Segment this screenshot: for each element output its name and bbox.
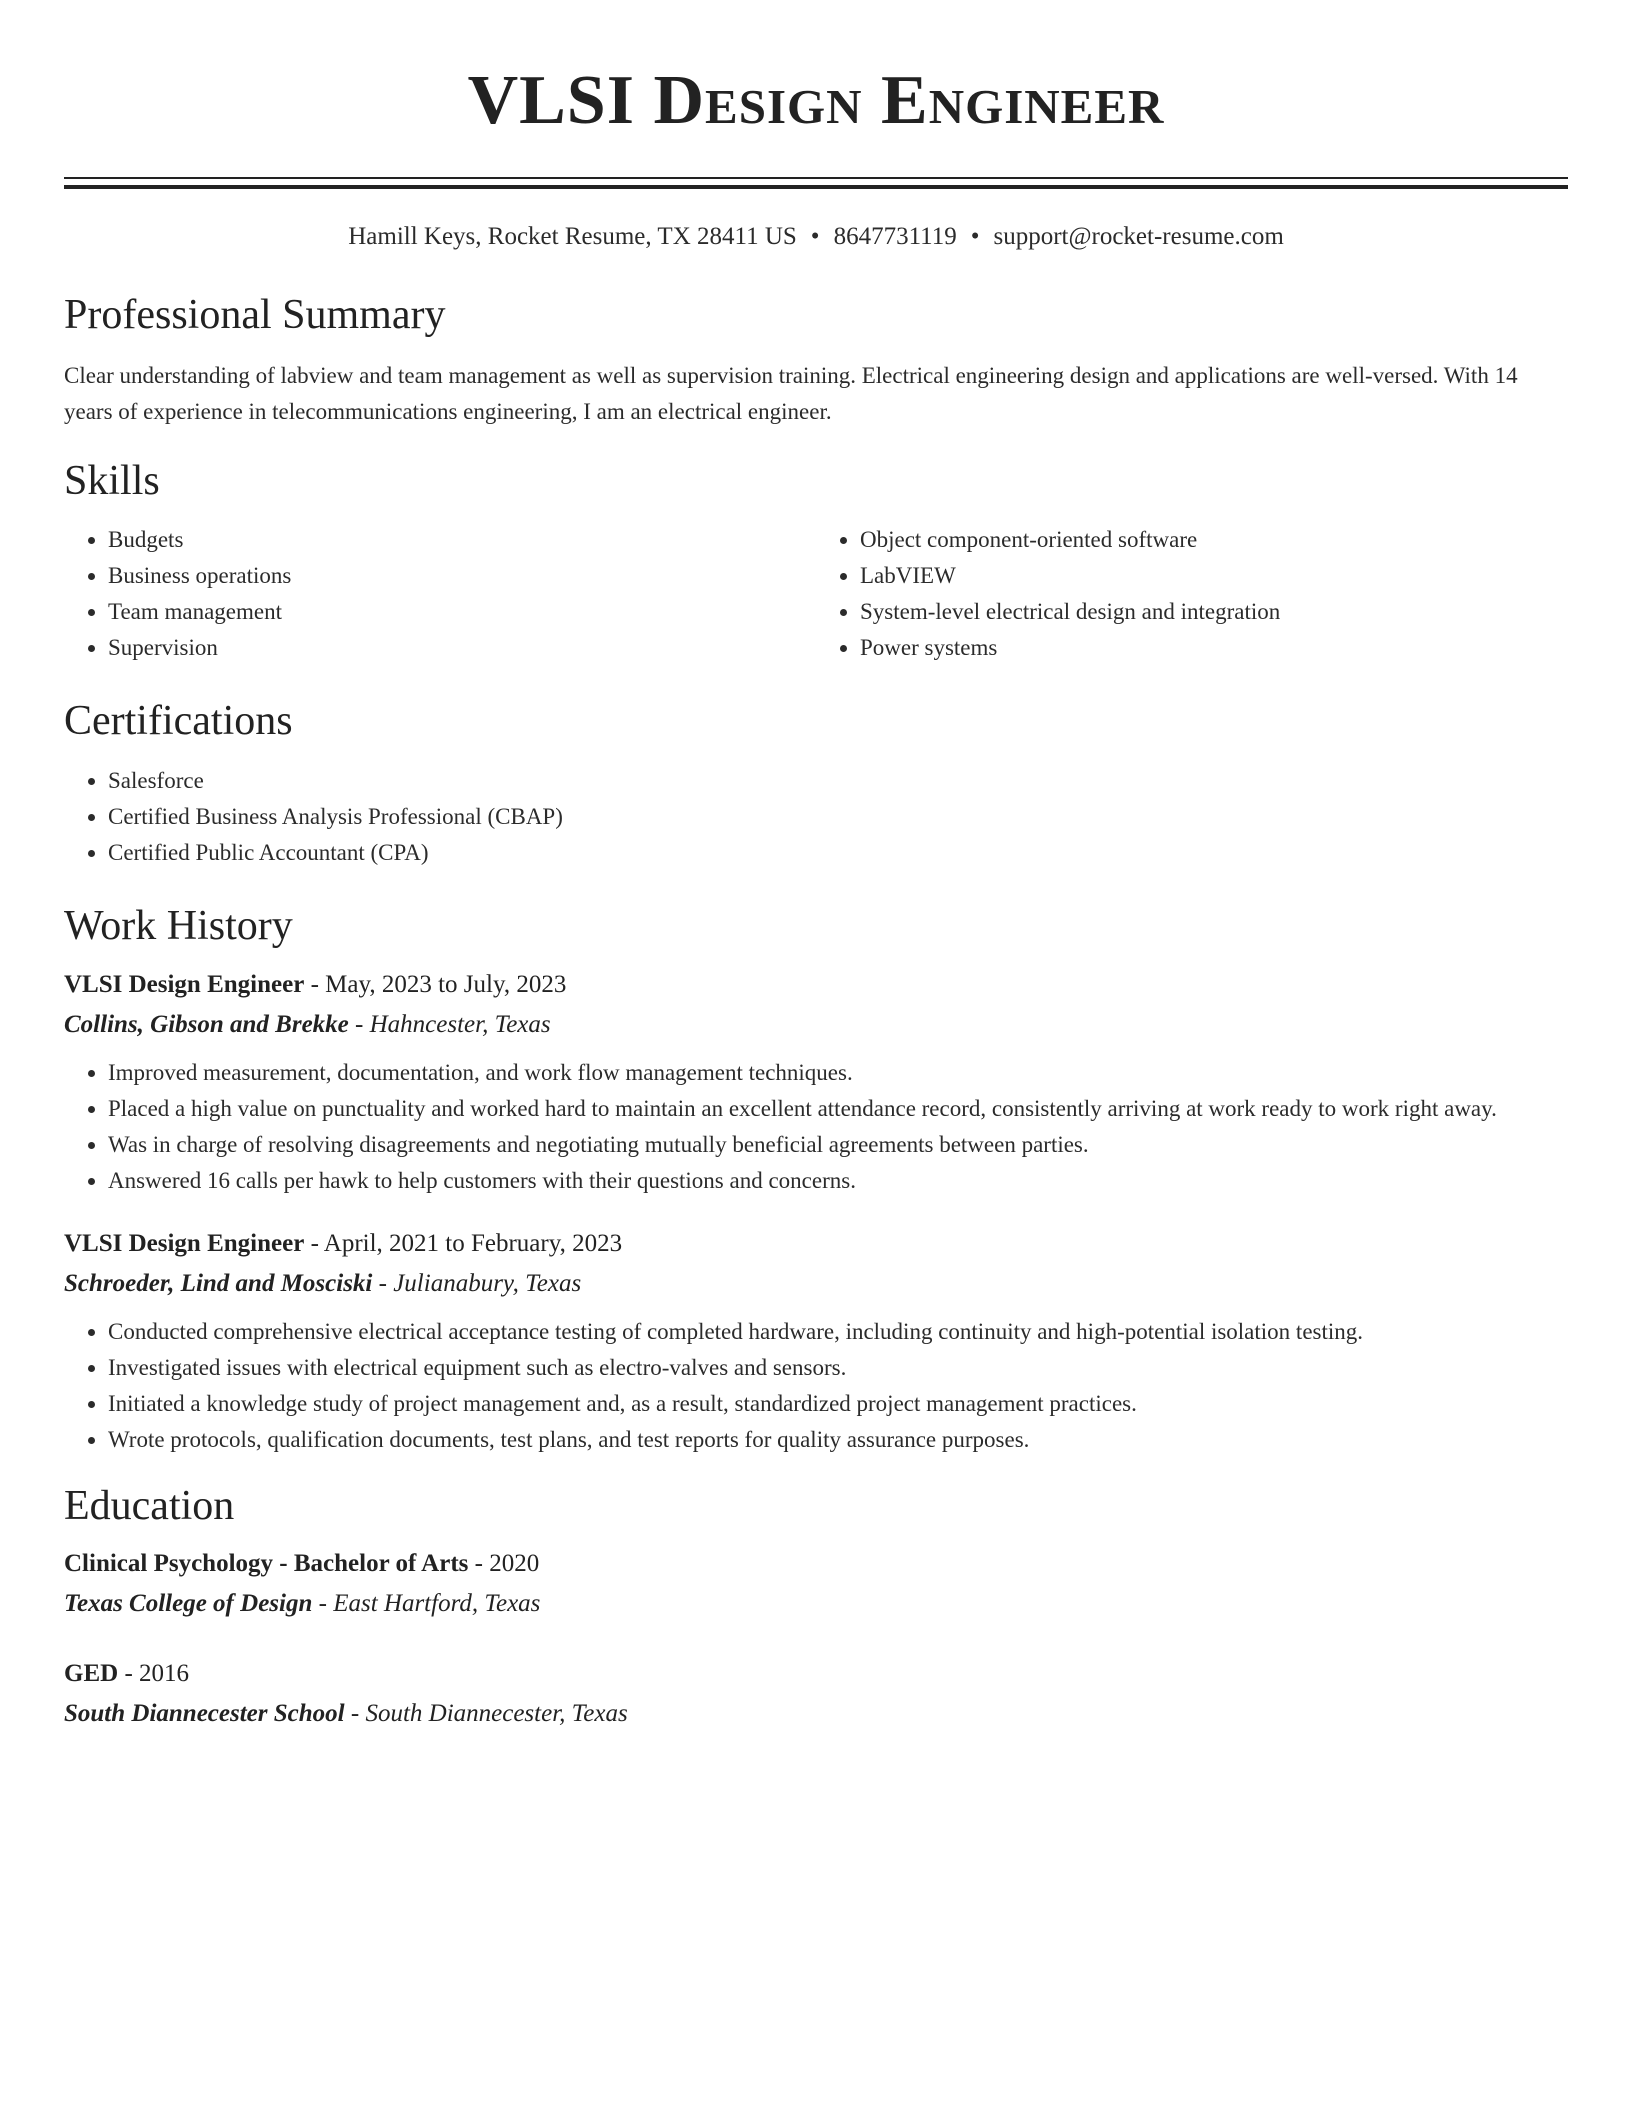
skills-column-right (816, 522, 1568, 666)
skill-item: • Team management (108, 594, 816, 630)
dash-separator: - (304, 1230, 324, 1257)
job-title-line (64, 965, 1568, 1005)
job-dates: May, 2023 to July, 2023 (325, 971, 567, 998)
company-name: Schroeder, Lind and Mosciski (64, 1270, 373, 1297)
skill-item: • Supervision (108, 630, 816, 666)
certification-item: • Certified Business Analysis Professional (CBAP) (108, 799, 1568, 835)
job-title: VLSI Design Engineer (64, 971, 305, 998)
job-dates: April, 2021 to February, 2023 (323, 1230, 623, 1257)
job-bullet: • Initiated a knowledge study of project management and, as a result, standardized project management practices. (108, 1386, 1568, 1422)
education-section (64, 1480, 1568, 1734)
job-entry (64, 965, 1568, 1199)
certifications-heading: Certifications (64, 698, 293, 744)
company-name: Collins, Gibson and Brekke (64, 1011, 349, 1038)
skills-column-left (64, 522, 816, 666)
work-history-heading: Work History (64, 903, 293, 949)
title-divider-thin (64, 177, 1568, 179)
company-location: Julianabury, Texas (393, 1270, 582, 1297)
dash-separator: - (118, 1660, 140, 1687)
dash-separator: - (468, 1550, 490, 1577)
job-bullet: • Conducted comprehensive electrical acceptance testing of completed hardware, including continuity and high-potential isolation testing. (108, 1314, 1568, 1350)
job-bullet: • Wrote protocols, qualification documents, test plans, and test reports for quality assurance purposes. (108, 1422, 1568, 1458)
resume-title: VLSI Design Engineer (467, 62, 1165, 139)
skills-grid (64, 522, 1568, 666)
skills-list-left (64, 522, 816, 666)
skill-item: • Object component-oriented software (860, 522, 1568, 558)
degree-name: GED (64, 1660, 119, 1687)
degree-line (64, 1654, 1568, 1694)
degree-name: Clinical Psychology - Bachelor of Arts (64, 1550, 469, 1577)
school-location: East Hartford, Texas (333, 1590, 541, 1617)
school-name: South Diannecester School (64, 1700, 345, 1727)
contact-address: Hamill Keys, Rocket Resume, TX 28411 US (348, 223, 797, 250)
degree-year: 2016 (139, 1660, 190, 1687)
contact-email: support@rocket-resume.com (993, 223, 1284, 250)
skills-section (64, 455, 1568, 666)
skills-heading: Skills (64, 458, 160, 504)
school-name: Texas College of Design (64, 1590, 313, 1617)
title-divider-thick (64, 185, 1568, 189)
dash-separator: - (304, 971, 326, 998)
degree-line (64, 1544, 1568, 1584)
contact-separator: • (810, 223, 820, 250)
contact-line (64, 221, 1568, 253)
skills-list-right (816, 522, 1568, 666)
job-bullet: • Investigated issues with electrical equipment such as electro-valves and sensors. (108, 1350, 1568, 1386)
education-entry (64, 1544, 1568, 1624)
job-title: VLSI Design Engineer (64, 1230, 305, 1257)
certification-item: • Salesforce (108, 763, 1568, 799)
skill-item: • Budgets (108, 522, 816, 558)
company-line (64, 1264, 1568, 1304)
dash-separator: - (372, 1270, 394, 1297)
summary-section (64, 289, 1568, 430)
summary-heading: Professional Summary (64, 292, 446, 338)
skill-item: • Business operations (108, 558, 816, 594)
contact-phone: 8647731119 (833, 223, 957, 250)
skill-item: • Power systems (860, 630, 1568, 666)
certifications-section (64, 695, 1568, 871)
job-bullet: • Placed a high value on punctuality and worked hard to maintain an excellent attendance record, consistently arriving at work ready to work right away. (108, 1091, 1568, 1127)
school-line (64, 1694, 1568, 1734)
job-title-line (64, 1224, 1568, 1264)
skill-item: • LabVIEW (860, 558, 1568, 594)
job-bullet: • Was in charge of resolving disagreements and negotiating mutually beneficial agreements between parties. (108, 1127, 1568, 1163)
company-location: Hahncester, Texas (369, 1011, 551, 1038)
certification-item: • Certified Public Accountant (CPA) (108, 835, 1568, 871)
education-entry (64, 1654, 1568, 1734)
education-heading: Education (64, 1483, 235, 1529)
certifications-list (64, 763, 1568, 871)
skill-item: • System-level electrical design and integration (860, 594, 1568, 630)
degree-year: 2020 (489, 1550, 540, 1577)
work-history-section (64, 900, 1568, 1458)
school-location: South Diannecester, Texas (365, 1700, 628, 1727)
job-bullets (64, 1314, 1568, 1458)
job-entry (64, 1224, 1568, 1458)
school-line (64, 1584, 1568, 1624)
dash-separator: - (312, 1590, 334, 1617)
job-bullets (64, 1055, 1568, 1199)
summary-text: Clear understanding of labview and team management as well as supervision training. Electrical engineering design and applications are well-versed. With 14 years of experience in telecommunications engineering, I am an electrical engineer. (64, 363, 1518, 424)
company-line (64, 1005, 1568, 1045)
contact-separator: • (970, 223, 980, 250)
dash-separator: - (344, 1700, 366, 1727)
dash-separator: - (348, 1011, 370, 1038)
job-bullet: • Answered 16 calls per hawk to help customers with their questions and concerns. (108, 1163, 1568, 1199)
job-bullet: • Improved measurement, documentation, and work flow management techniques. (108, 1055, 1568, 1091)
